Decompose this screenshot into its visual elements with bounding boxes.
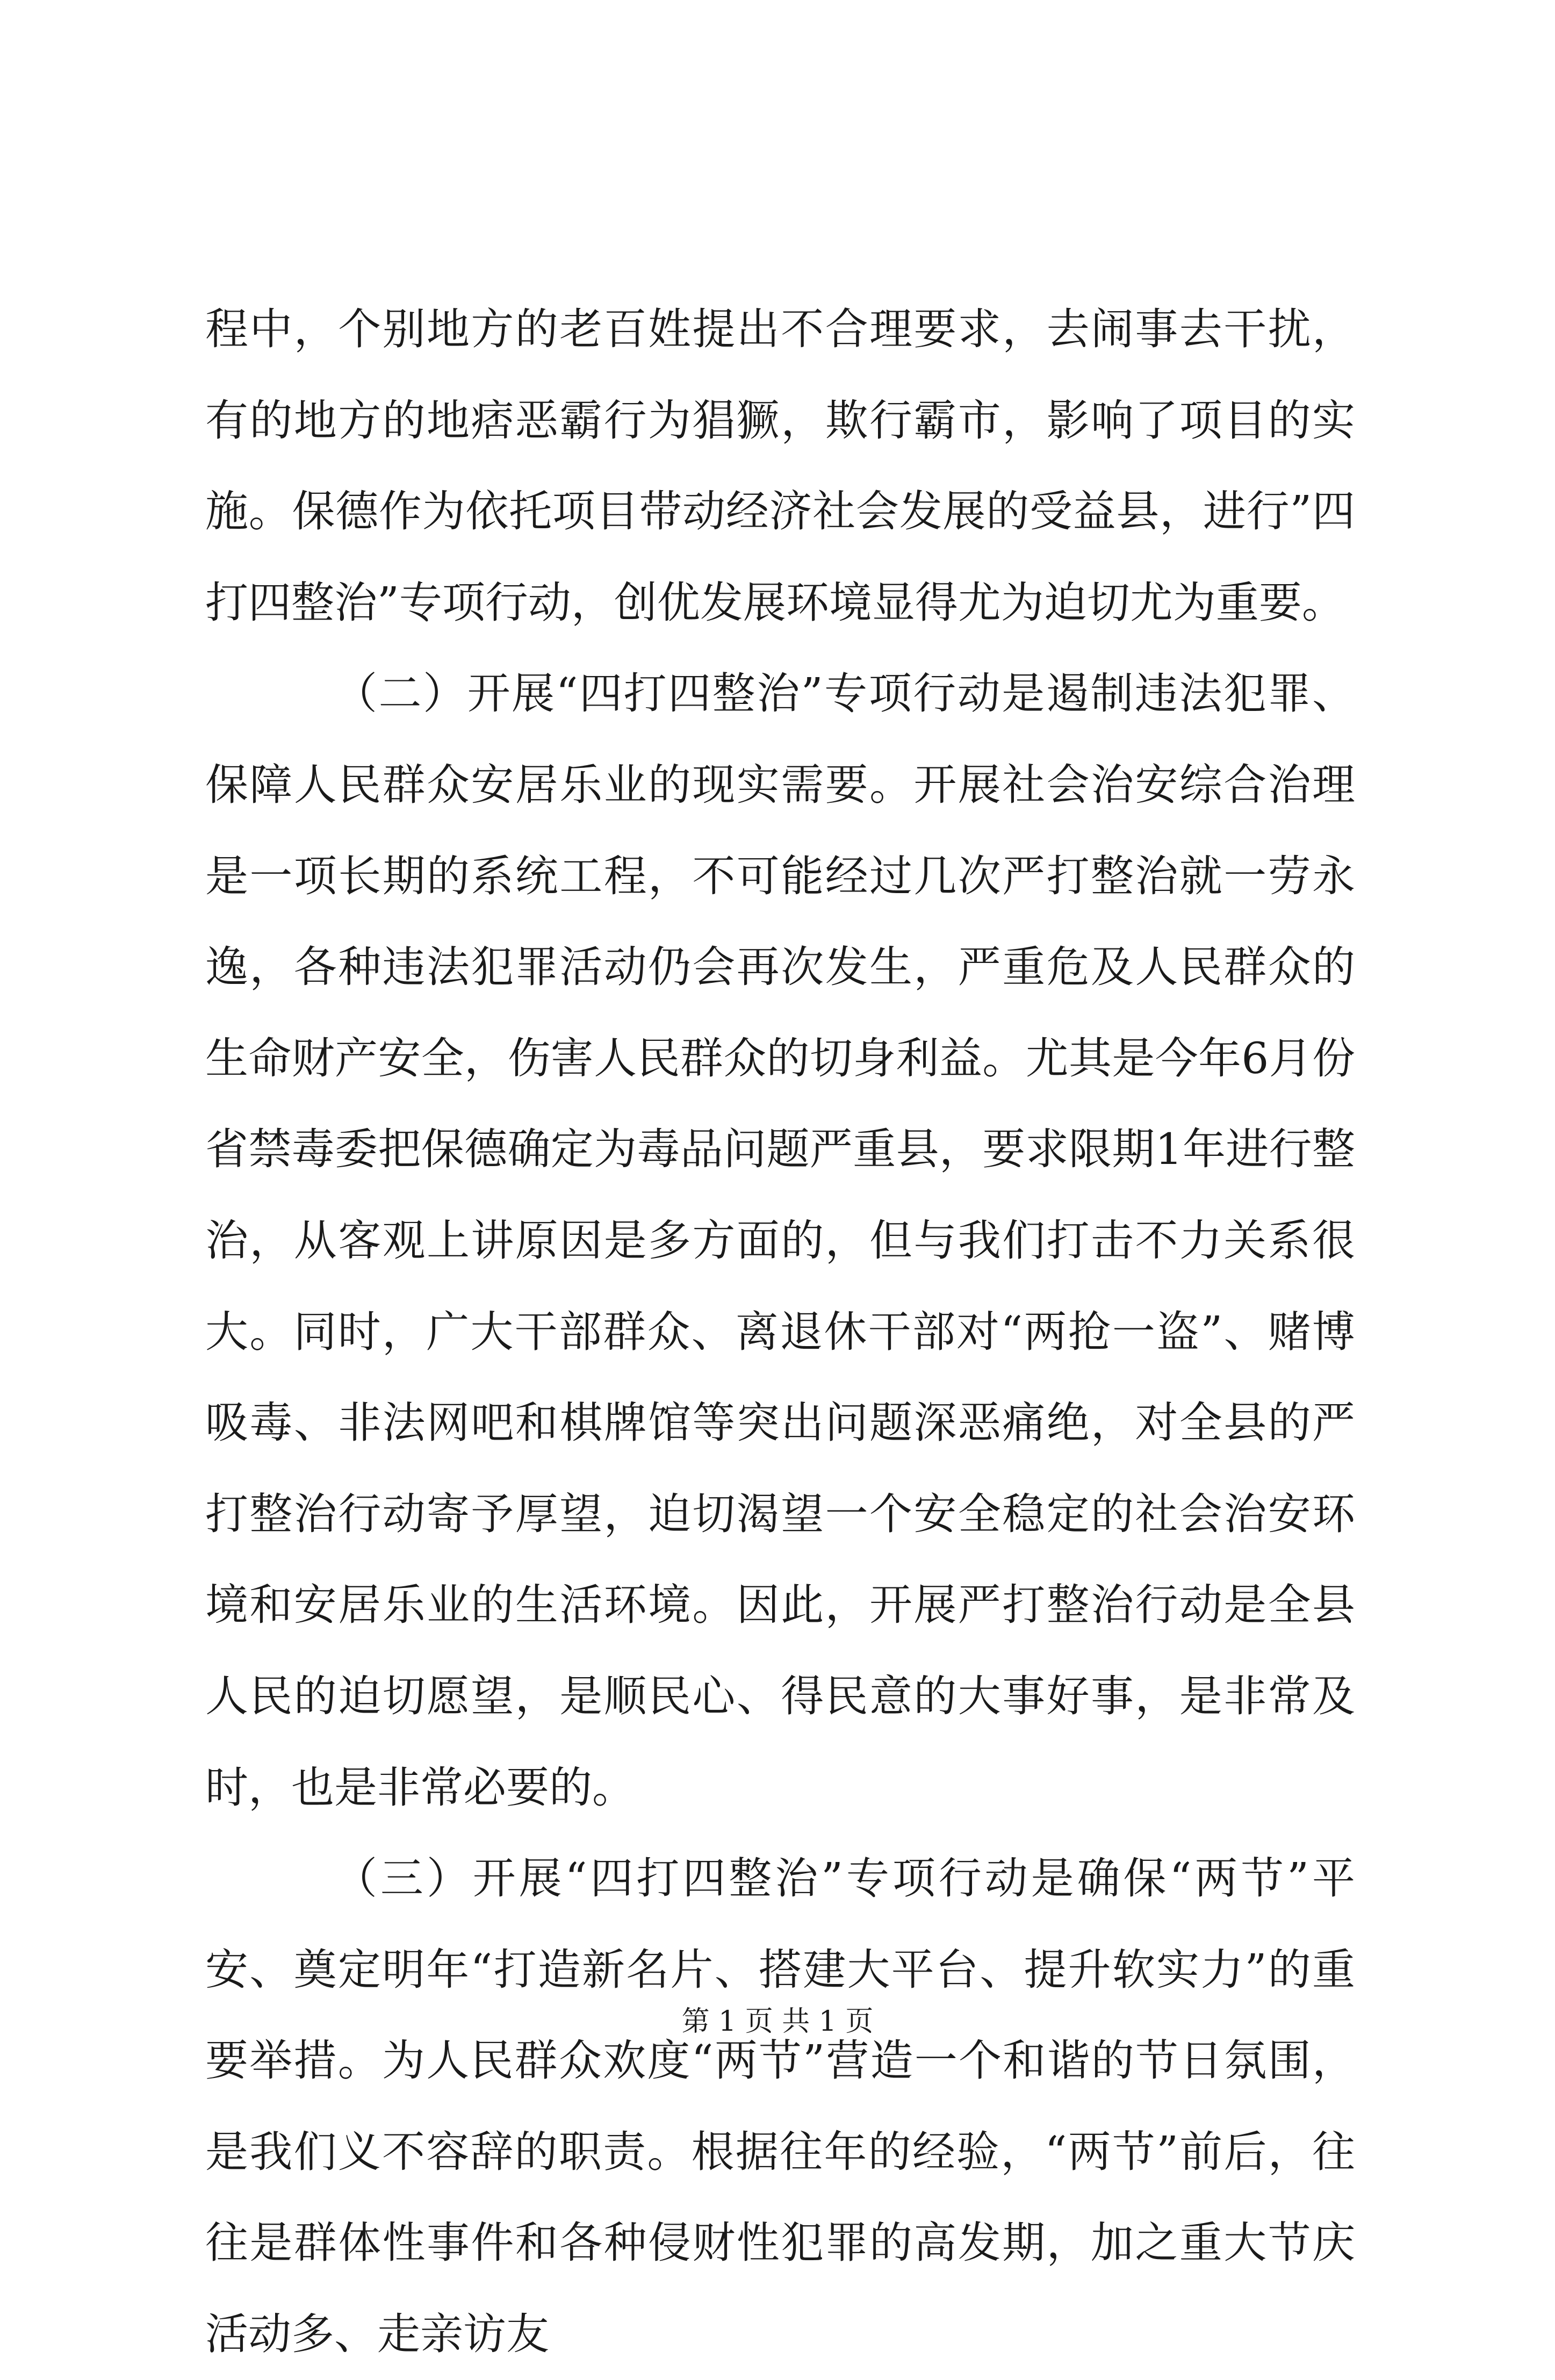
paragraph-section-two: （二）开展“四打四整治”专项行动是遏制违法犯罪、保障人民群众安居乐业的现实需要。开展社会治安综合治理是一项长期的系统工程，不可能经过几次严打整治就一劳永逸，各种违法犯罪活动仍会再次发生，严重危及人民群众的生命财产安全，伤害人民群众的切身利益。尤其是今年6月份省禁毒委把保德确定为毒品问题严重县，要求限期1年进行整治，从客观上讲原因是多方面的，但与我们打击不力关系很大。同时，广大干部群众、离退休干部对“两抢一盗”、赌博吸毒、非法网吧和棋牌馆等突出问题深恶痛绝，对全县的严打整治行动寄予厚望，迫切渴望一个安全稳定的社会治安环境和安居乐业的生活环境。因此，开展严打整治行动是全县人民的迫切愿望，是顺民心、得民意的大事好事，是非常及时，也是非常必要的。	[205, 668, 1355, 1813]
document-body	[205, 284, 1355, 2380]
paragraph-section-three: （三）开展“四打四整治”专项行动是确保“两节”平安、奠定明年“打造新名片、搭建大平台、提升软实力”的重要举措。为人民群众欢度“两节”营造一个和谐的节日氛围，是我们义不容辞的职责。根据往年的经验，“两节”前后，往往是群体性事件和各种侵财性犯罪的高发期，加之重大节庆活动多、走亲访友	[205, 1853, 1355, 2360]
page-footer: 第 1 页 共 1 页	[681, 2005, 874, 2038]
paragraph-continuation: 程中，个别地方的老百姓提出不合理要求，去闹事去干扰，有的地方的地痞恶霸行为猖獗，欺行霸市，影响了项目的实施。保德作为依托项目带动经济社会发展的受益县，进行”四打四整治”专项行动，创优发展环境显得尤为迫切尤为重要。	[205, 304, 1355, 628]
